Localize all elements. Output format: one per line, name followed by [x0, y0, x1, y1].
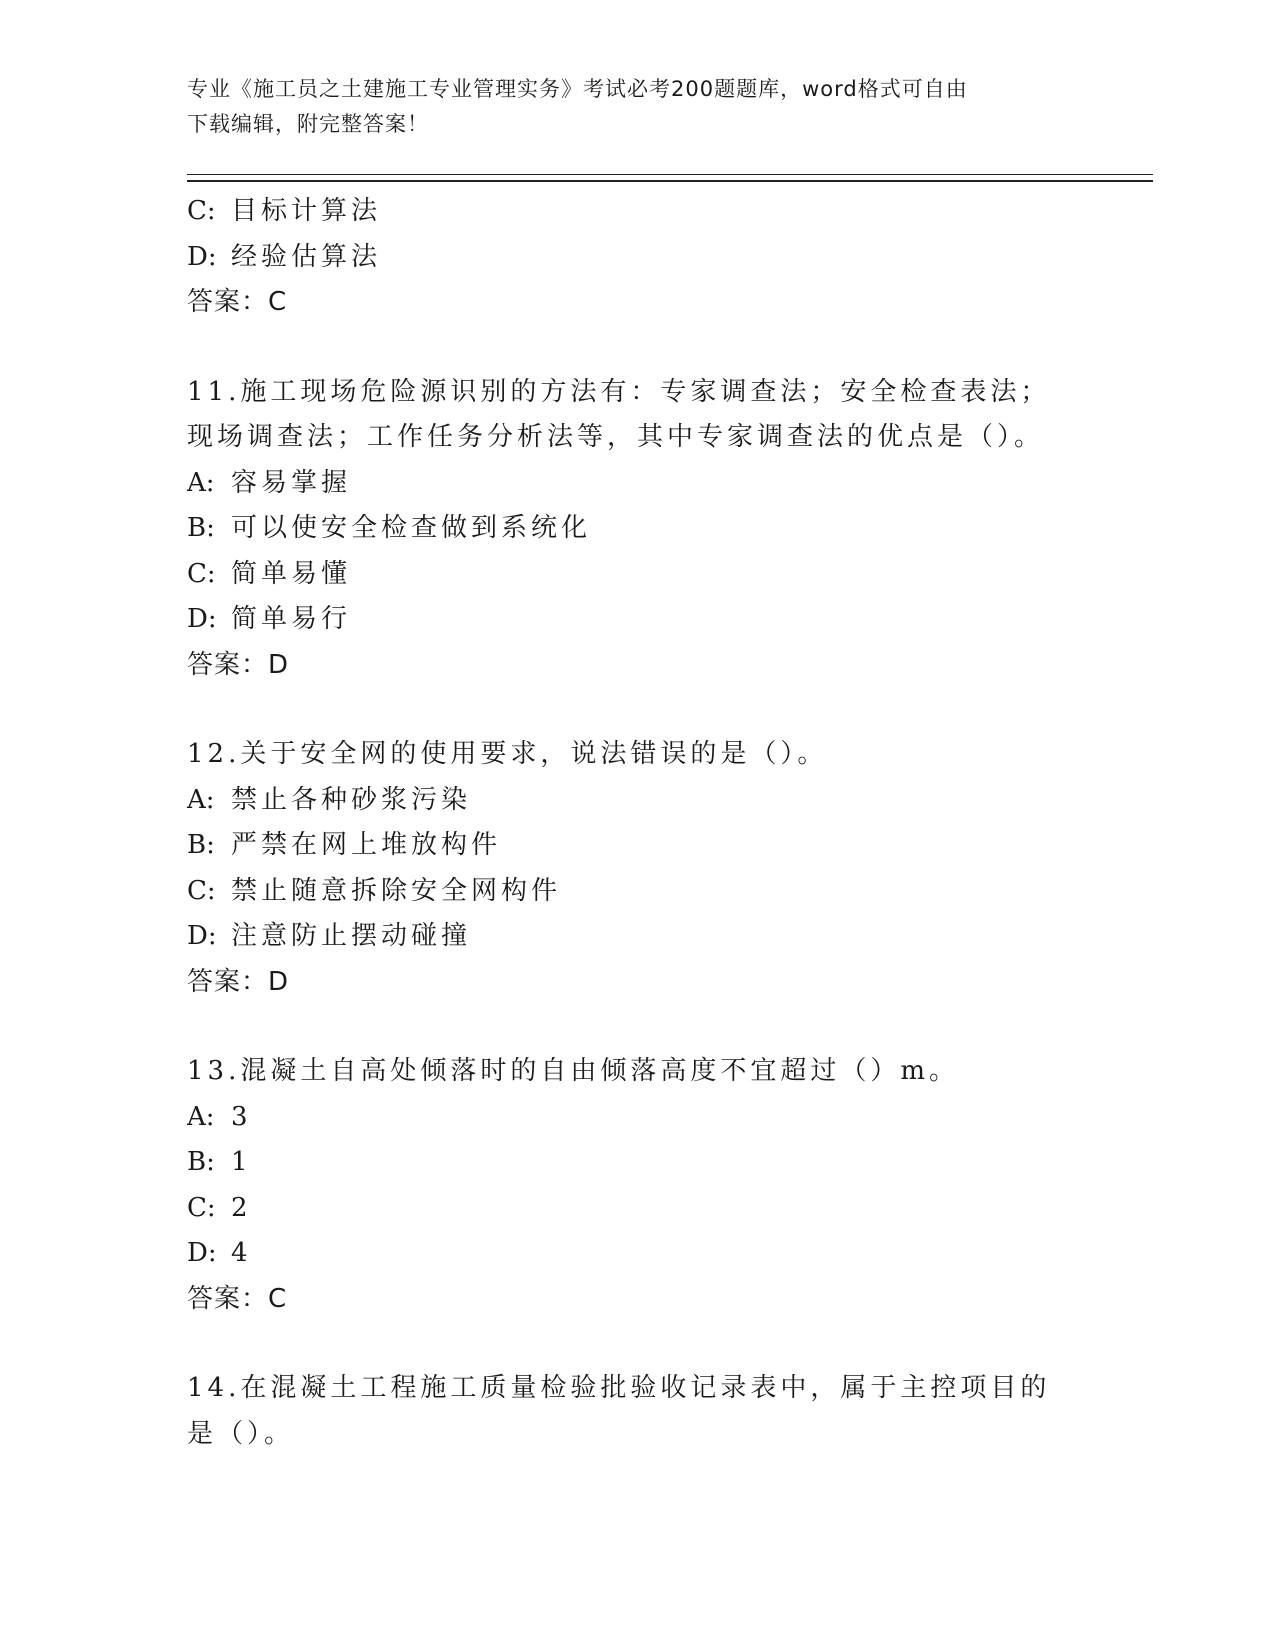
option-row — [187, 597, 1087, 643]
option-key: A: — [187, 467, 215, 498]
option-key: A: — [187, 784, 215, 815]
document-header — [187, 72, 1067, 142]
document-body — [187, 189, 1087, 1457]
option-text: 禁止随意拆除安全网构件 — [231, 875, 562, 906]
option-text: 经验估算法 — [231, 241, 382, 272]
option-row — [187, 461, 1087, 507]
option-key: D: — [187, 921, 217, 951]
option-key: B: — [187, 513, 215, 543]
header-rule-thick — [187, 180, 1153, 182]
option-text: 4 — [231, 1238, 252, 1268]
option-row — [187, 552, 1087, 598]
answer-line: 答案：D — [187, 966, 290, 997]
option-text: 目标计算法 — [231, 196, 382, 226]
option-key: C: — [187, 875, 216, 906]
option-key: D: — [187, 604, 217, 634]
answer-line: 答案：C — [187, 1283, 288, 1314]
option-text: 1 — [231, 1147, 252, 1177]
option-row — [187, 914, 1087, 960]
option-text: 简单易懂 — [231, 558, 352, 589]
option-row — [187, 1231, 1087, 1277]
option-key: B: — [187, 1147, 215, 1177]
option-text: 注意防止摆动碰撞 — [231, 921, 472, 951]
option-text: 容易掌握 — [231, 467, 352, 498]
option-row — [187, 1095, 1087, 1141]
answer-line: 答案：D — [187, 649, 290, 680]
option-row — [187, 506, 1087, 552]
option-key: A: — [187, 1101, 215, 1132]
option-key: D: — [187, 1238, 217, 1268]
option-row — [187, 1140, 1087, 1186]
header-line-2: 下载编辑，附完整答案！ — [187, 112, 429, 136]
option-key: B: — [187, 830, 215, 860]
option-text: 可以使安全检查做到系统化 — [231, 513, 592, 543]
option-row — [187, 235, 1087, 281]
question-14-text: 14.在混凝土工程施工质量检验批验收记录表中，属于主控项目的是（）。 — [187, 1373, 1051, 1449]
option-row — [187, 778, 1087, 824]
option-text: 简单易行 — [231, 604, 352, 634]
option-text: 禁止各种砂浆污染 — [231, 784, 472, 815]
option-text: 严禁在网上堆放构件 — [231, 830, 502, 860]
header-line-1: 专业《施工员之土建施工专业管理实务》考试必考200题题库，word格式可自由 — [187, 77, 968, 101]
answer-line: 答案：C — [187, 287, 288, 317]
option-row — [187, 823, 1087, 869]
option-key: D: — [187, 241, 217, 272]
option-row — [187, 189, 1087, 235]
question-12-text: 12.关于安全网的使用要求，说法错误的是（）。 — [187, 739, 828, 769]
option-row — [187, 869, 1087, 915]
option-key: C: — [187, 558, 216, 589]
question-13-text: 13.混凝土自高处倾落时的自由倾落高度不宜超过（）m。 — [187, 1056, 960, 1086]
option-key: C: — [187, 1192, 216, 1223]
option-key: C: — [187, 196, 216, 226]
option-text: 2 — [231, 1192, 252, 1223]
option-row — [187, 1186, 1087, 1232]
option-text: 3 — [231, 1101, 252, 1132]
header-rule-thin — [187, 174, 1153, 175]
question-11-text: 11.施工现场危险源识别的方法有：专家调查法；安全检查表法；现场调查法；工作任务分析法等，其中专家调查法的优点是（）。 — [187, 376, 1051, 452]
